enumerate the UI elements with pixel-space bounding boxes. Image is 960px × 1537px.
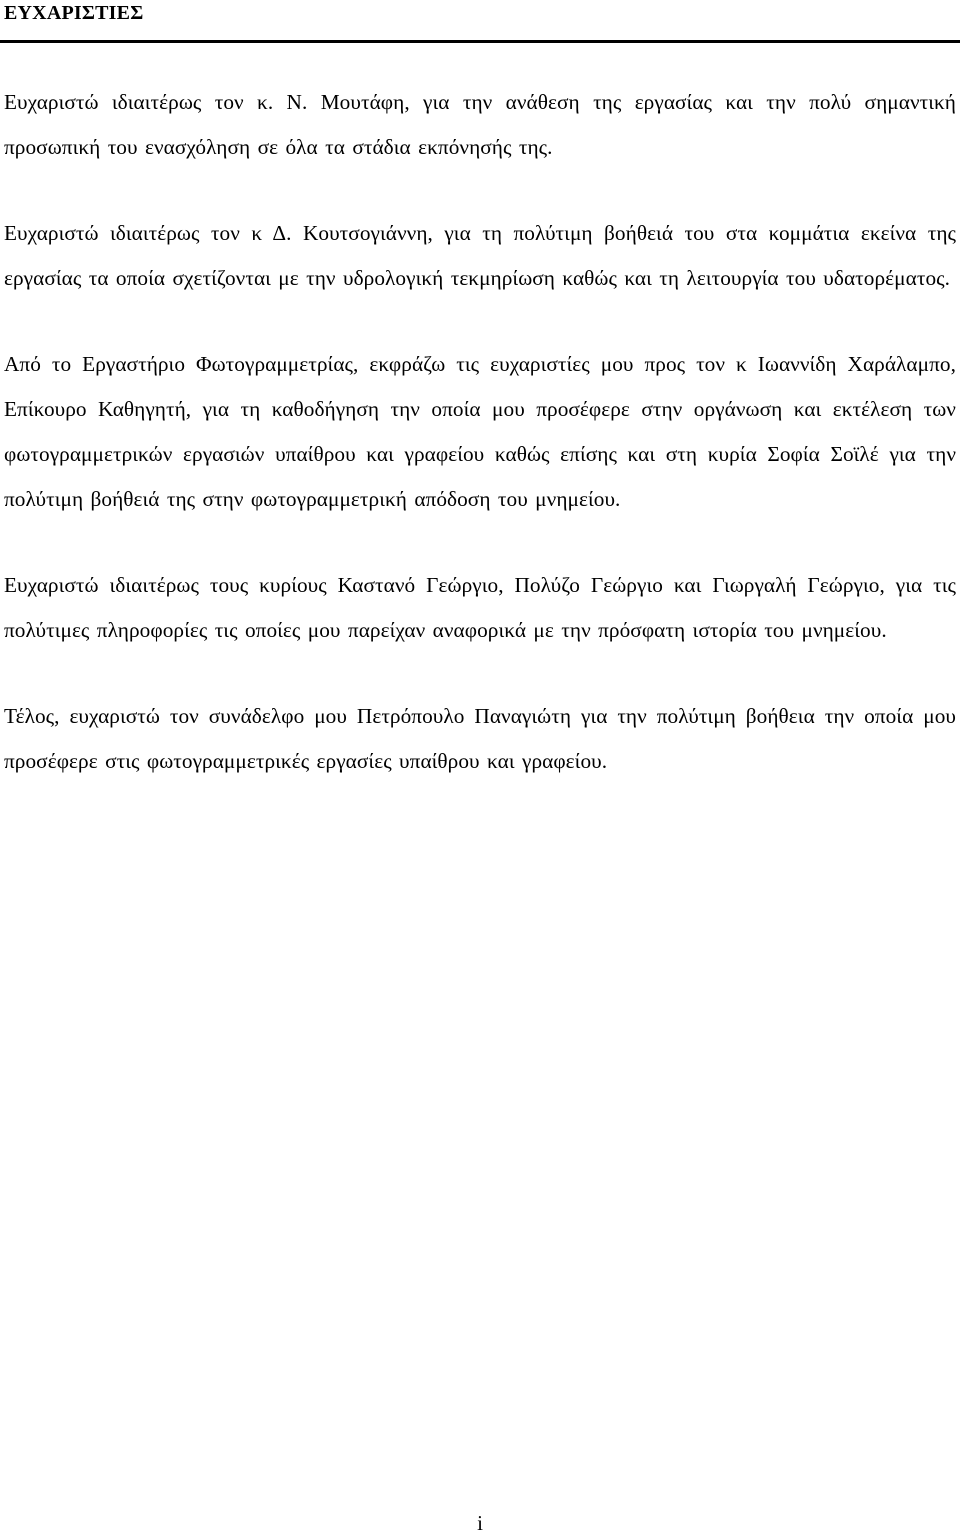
paragraph-2: Ευχαριστώ ιδιαιτέρως τον κ Δ. Κουτσογιάννη, για τη πολύτιμη βοήθειά του στα κομμάτια εκείνα της εργασίας τα οποία σχετίζονται με την υδρολογική τεκμηρίωση καθώς και τη λειτουργία του υδατορέματος. [4, 221, 956, 290]
page-heading: ΕΥΧΑΡΙΣΤΙΕΣ [4, 2, 144, 24]
page-number: i [477, 1511, 483, 1535]
paragraph-5: Τέλος, ευχαριστώ τον συνάδελφο μου Πετρόπουλο Παναγιώτη για την πολύτιμη βοήθεια την οποία μου προσέφερε στις φωτογραμμετρικές εργασίες υπαίθρου και γραφείου. [4, 704, 956, 773]
heading-divider [0, 40, 960, 43]
document-body [4, 80, 956, 825]
paragraph-1: Ευχαριστώ ιδιαιτέρως τον κ. Ν. Μουτάφη, για την ανάθεση της εργασίας και την πολύ σημαντική προσωπική του ενασχόληση σε όλα τα στάδια εκπόνησής της. [4, 90, 956, 159]
paragraph-3: Από το Εργαστήριο Φωτογραμμετρίας, εκφράζω τις ευχαριστίες μου προς τον κ Ιωαννίδη Χαράλαμπο, Επίκουρο Καθηγητή, για τη καθοδήγηση την οποία μου προσέφερε στην οργάνωση και εκτέλεση των φωτογραμμετρικών εργασιών υπαίθρου και γραφείου καθώς επίσης και στη κυρία Σοφία Σοϊλέ για την πολύτιμη βοήθειά της στην φωτογραμμετρική απόδοση του μνημείου. [4, 352, 956, 511]
paragraph-4: Ευχαριστώ ιδιαιτέρως τους κυρίους Καστανό Γεώργιο, Πολύζο Γεώργιο και Γιωργαλή Γεώργιο, για τις πολύτιμες πληροφορίες τις οποίες μου παρείχαν αναφορικά με την πρόσφατη ιστορία του μνημείου. [4, 573, 956, 642]
